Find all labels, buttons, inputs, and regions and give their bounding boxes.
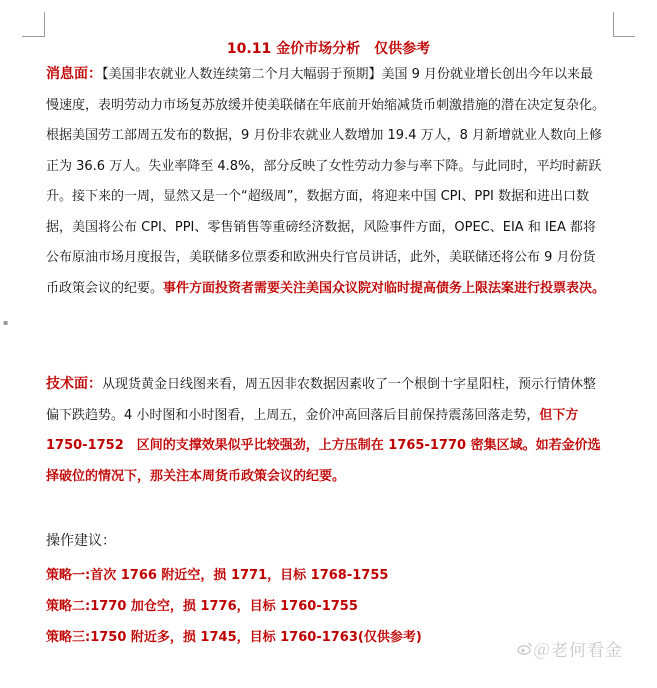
- strategy-2: 策略二:1770 加仓空，损 1776，目标 1760-1755: [46, 599, 358, 614]
- crop-mark-top-right-vertical: [613, 12, 614, 37]
- technical-body: 从现货黄金日线图来看，周五因非农数据因素收了一个根倒十字星阳柱，预示行情休整偏下跌趋势。4 小时图和小时图看，上周五，金价冲高回落后目前保持震荡回落走势，: [46, 377, 597, 423]
- strategy-3: 策略三:1750 附近多，损 1745，目标 1760-1763(仅供参考): [46, 630, 422, 645]
- technical-paragraph: [46, 369, 606, 492]
- strategy-1: 策略一:首次 1766 附近空，损 1771，目标 1768-1755: [46, 568, 389, 583]
- document-title: 10.11 金价市场分析 仅供参考: [226, 41, 431, 57]
- news-body: 【美国非农就业人数连续第二个月大幅弱于预期】美国 9 月份就业增长创出今年以来最慢速度，表明劳动力市场复苏放缓并使美联储在年底前开始缩减货币刺激措施的潜在决定复杂化。根据美国劳工部周五发布的数据，9 月份非农就业人数增加 19.4 万人，8 月新增就业人数向上修正为 36.6 万人。失业率降至 4.8%，部分反映了女性劳动力参与率下降。与此同时，平均时薪跃升。接下来的一周，显然又是一个“超级周”，数据方面，将迎来中国 CPI、PPI 数据和进出口数据，美国将公布 CPI、PPI、零售销售等重磅经济数据，风险事件方面，OPEC、EIA 和 IEA 都将公布原油市场月度报告，美联储多位票委和欧洲央行官员讲话，此外，美联储还将公布 9 月份货币政策会议的纪要。: [46, 67, 606, 296]
- crop-mark-top-right-horizontal: [613, 36, 635, 37]
- crop-mark-top-left-horizontal: [22, 36, 44, 37]
- news-highlight: 事件方面投资者需要关注美国众议院对临时提高债务上限法案进行投票表决。: [163, 280, 606, 296]
- paragraph-marker-icon: ▪: [3, 318, 9, 327]
- technical-label: 技术面：: [46, 376, 102, 392]
- weibo-logo-icon: [517, 640, 533, 656]
- news-paragraph: [46, 59, 606, 304]
- operations-heading: 操作建议：: [46, 533, 116, 549]
- crop-mark-top-left-vertical: [44, 12, 45, 37]
- watermark-text: ＠老何看金: [533, 641, 623, 661]
- news-label: 消息面：: [46, 66, 102, 82]
- technical-highlight: 但下方 1750-1752 区间的支撑效果似乎比较强劲，上方压制在 1765-1770 密集区域。如若金价选择破位的情况下，那关注本周货币政策会议的纪要。: [46, 407, 601, 484]
